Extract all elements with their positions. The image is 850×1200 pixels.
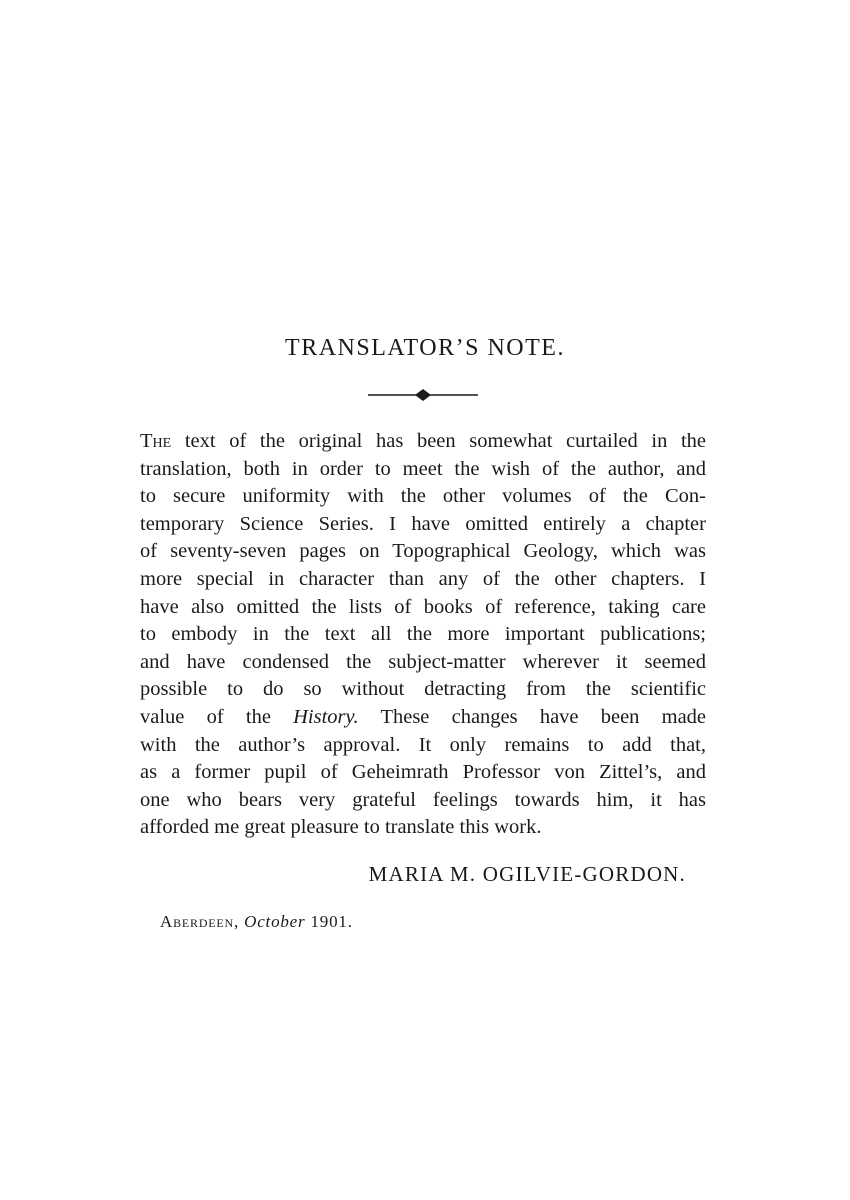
body-line: possible to do so without detracting from the scientific [140, 678, 706, 701]
body-line: of seventy-seven pages on Topographical Geology, which was [140, 540, 706, 563]
place: Aberdeen, [160, 912, 240, 931]
note-body [140, 428, 706, 842]
year: 1901. [310, 912, 353, 931]
body-line: more special in character than any of the other chapters. I [140, 567, 706, 590]
divider-ornament [368, 387, 478, 403]
body-line: to embody in the text all the more important publications; [140, 623, 706, 646]
body-line-text: text of the original has been somewhat curtailed in the [171, 430, 706, 452]
body-line: with the author’s approval. It only remains to add that, [140, 733, 706, 756]
place-and-date [160, 912, 353, 932]
lead-word: The [140, 430, 172, 452]
page-title: TRANSLATOR’S NOTE. [285, 335, 565, 361]
body-line [140, 704, 706, 732]
body-line-text: These changes have been made [358, 705, 707, 728]
body-line: translation, both in order to meet the wish of the author, and [140, 457, 706, 480]
body-line: one who bears very grateful feelings towards him, it has [140, 788, 706, 811]
body-line: to secure uniformity with the other volumes of the Con- [140, 485, 706, 508]
body-line-text: value of the [140, 705, 294, 728]
body-line [140, 428, 706, 456]
body-line: have also omitted the lists of books of reference, taking care [140, 595, 706, 618]
book-title-history: History. [293, 705, 359, 728]
translator-signature: MARIA M. OGILVIE-GORDON. [368, 862, 686, 886]
month: October [244, 912, 306, 931]
body-line: temporary Science Series. I have omitted entirely a chapter [140, 512, 706, 535]
body-line: and have condensed the subject-matter wherever it seemed [140, 650, 706, 673]
body-line: as a former pupil of Geheimrath Professor von Zittel’s, and [140, 761, 706, 784]
body-line: afforded me great pleasure to translate this work. [140, 816, 542, 839]
